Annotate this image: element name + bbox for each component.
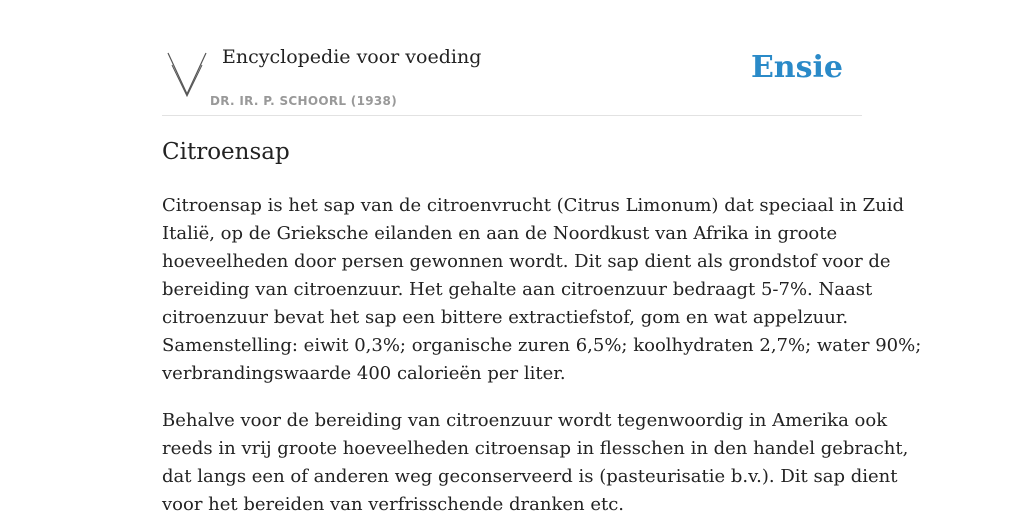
v-logo-icon[interactable] xyxy=(166,49,208,97)
text-line: Italië, op de Grieksche eilanden en aan de Noordkust van Afrika in groote xyxy=(162,223,838,244)
text-line: hoeveelheden door persen gewonnen wordt. Dit sap dient als grondstof voor de xyxy=(162,251,891,272)
paragraph xyxy=(162,407,909,512)
paragraph xyxy=(162,192,922,388)
text-line: citroenzuur bevat het sap een bittere extractiefstof, gom en wat appelzuur. xyxy=(162,307,849,328)
entry-content xyxy=(162,192,922,512)
text-line: voor het bereiden van verfrisschende dranken etc. xyxy=(162,494,625,512)
book-title[interactable]: Encyclopedie voor voeding xyxy=(222,46,482,68)
book-author: DR. IR. P. SCHOORL (1938) xyxy=(210,94,397,108)
entry-title: Citroensap xyxy=(162,139,290,165)
text-line: dat langs een of anderen weg geconserveerd is (pasteurisatie b.v.). Dit sap dient xyxy=(162,466,898,487)
text-line: bereiding van citroenzuur. Het gehalte aan citroenzuur bedraagt 5-7%. Naast xyxy=(162,279,873,300)
text-line: Behalve voor de bereiding van citroenzuur wordt tegenwoordig in Amerika ook xyxy=(162,410,888,431)
text-line: verbrandingswaarde 400 calorieën per liter. xyxy=(162,363,566,384)
text-line: Citroensap is het sap van de citroenvrucht (Citrus Limonum) dat speciaal in Zuid xyxy=(162,195,905,216)
brand-logo[interactable]: Ensie xyxy=(750,50,843,85)
text-line: reeds in vrij groote hoeveelheden citroensap in flesschen in den handel gebracht, xyxy=(162,438,909,459)
text-line: Samenstelling: eiwit 0,3%; organische zuren 6,5%; koolhydraten 2,7%; water 90%; xyxy=(162,335,922,356)
header xyxy=(162,40,862,116)
